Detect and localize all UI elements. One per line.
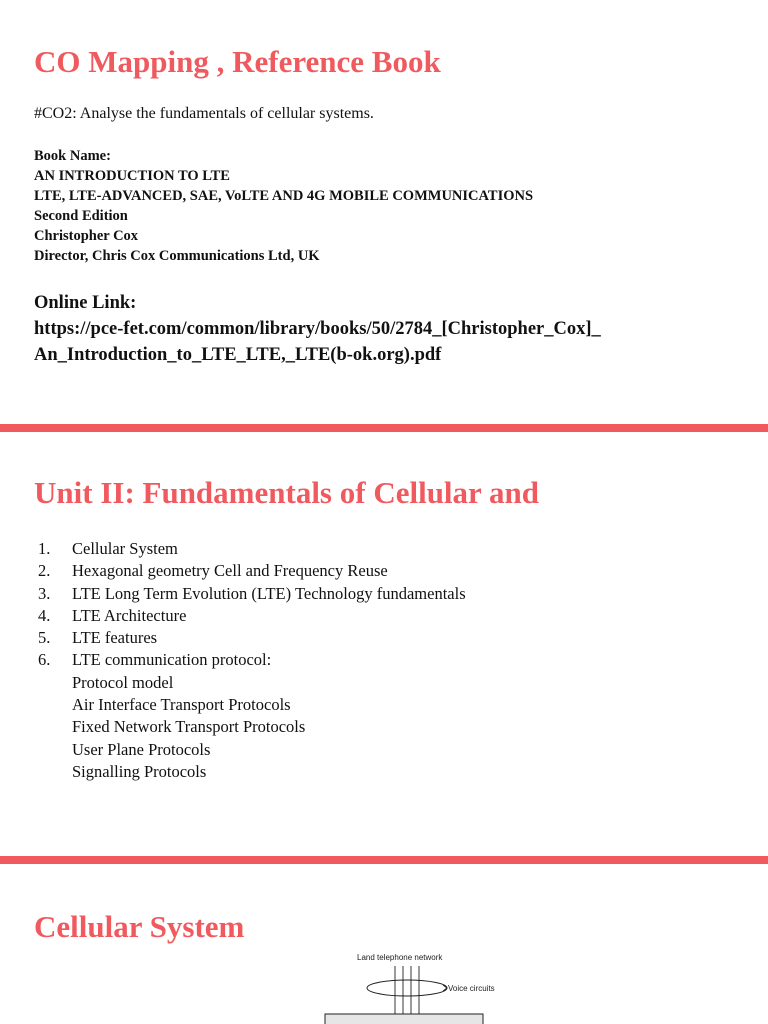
online-link-block — [34, 290, 601, 368]
book-author: Christopher Cox — [34, 228, 139, 244]
book-title-line-2: LTE, LTE-ADVANCED, SAE, VoLTE AND 4G MOBILE COMMUNICATIONS — [34, 188, 534, 204]
book-edition: Second Edition — [34, 208, 128, 224]
list-item-text: LTE features — [72, 628, 158, 648]
list-item-text: LTE communication protocol: — [72, 650, 272, 670]
online-link-url-line-1[interactable]: https://pce-fet.com/common/library/books/50/2784_[Christopher_Cox]_ — [34, 319, 601, 339]
slide-divider — [0, 856, 768, 864]
online-link-label: Online Link: — [34, 293, 137, 313]
author-affiliation: Director, Chris Cox Communications Ltd, UK — [34, 248, 320, 264]
sub-list-item: Fixed Network Transport Protocols — [72, 717, 306, 737]
list-item-text: LTE Architecture — [72, 605, 187, 625]
list-item — [38, 538, 466, 560]
cellular-system-diagram — [255, 950, 595, 1024]
list-item-text: Cellular System — [72, 539, 178, 558]
sub-list-item: Signalling Protocols — [72, 761, 207, 781]
list-number: 5. — [38, 628, 51, 648]
list-item-text: LTE Long Term Evolution (LTE) Technology fundamentals — [72, 583, 466, 603]
list-item — [38, 627, 466, 649]
voice-circuits-ellipse — [367, 980, 447, 996]
list-number: 4. — [38, 605, 51, 625]
topic-list — [38, 538, 466, 783]
list-item-text: Hexagonal geometry Cell and Frequency Reuse — [72, 561, 388, 581]
list-number: 3. — [38, 583, 51, 603]
sub-list-item: Air Interface Transport Protocols — [72, 695, 291, 715]
slide-divider — [0, 424, 768, 432]
slide-co-mapping — [0, 0, 768, 424]
list-number: 2. — [38, 561, 51, 581]
co-statement: #CO2: Analyse the fundamentals of cellular systems. — [34, 105, 374, 122]
book-label: Book Name: — [34, 148, 111, 164]
list-item — [38, 649, 466, 671]
list-number: 6. — [38, 650, 51, 670]
list-item — [38, 560, 466, 582]
online-link-url-line-2[interactable]: An_Introduction_to_LTE_LTE,_LTE(b-ok.org).pdf — [34, 345, 442, 365]
slide-title: Unit II: Fundamentals of Cellular and — [34, 475, 539, 510]
list-number: 1. — [38, 539, 51, 558]
diagram-label-land-network: Land telephone network — [357, 953, 443, 962]
diagram-label-voice-circuits: Voice circuits — [448, 984, 495, 993]
list-item — [38, 605, 466, 627]
list-item — [38, 583, 466, 605]
book-details — [34, 146, 533, 266]
switching-center-box — [325, 1014, 483, 1024]
book-title-line-1: AN INTRODUCTION TO LTE — [34, 168, 230, 184]
sub-list-item: Protocol model — [72, 672, 174, 692]
slide-title: Cellular System — [34, 909, 245, 944]
slide-title: CO Mapping , Reference Book — [34, 44, 441, 79]
sub-list-item: User Plane Protocols — [72, 739, 211, 759]
